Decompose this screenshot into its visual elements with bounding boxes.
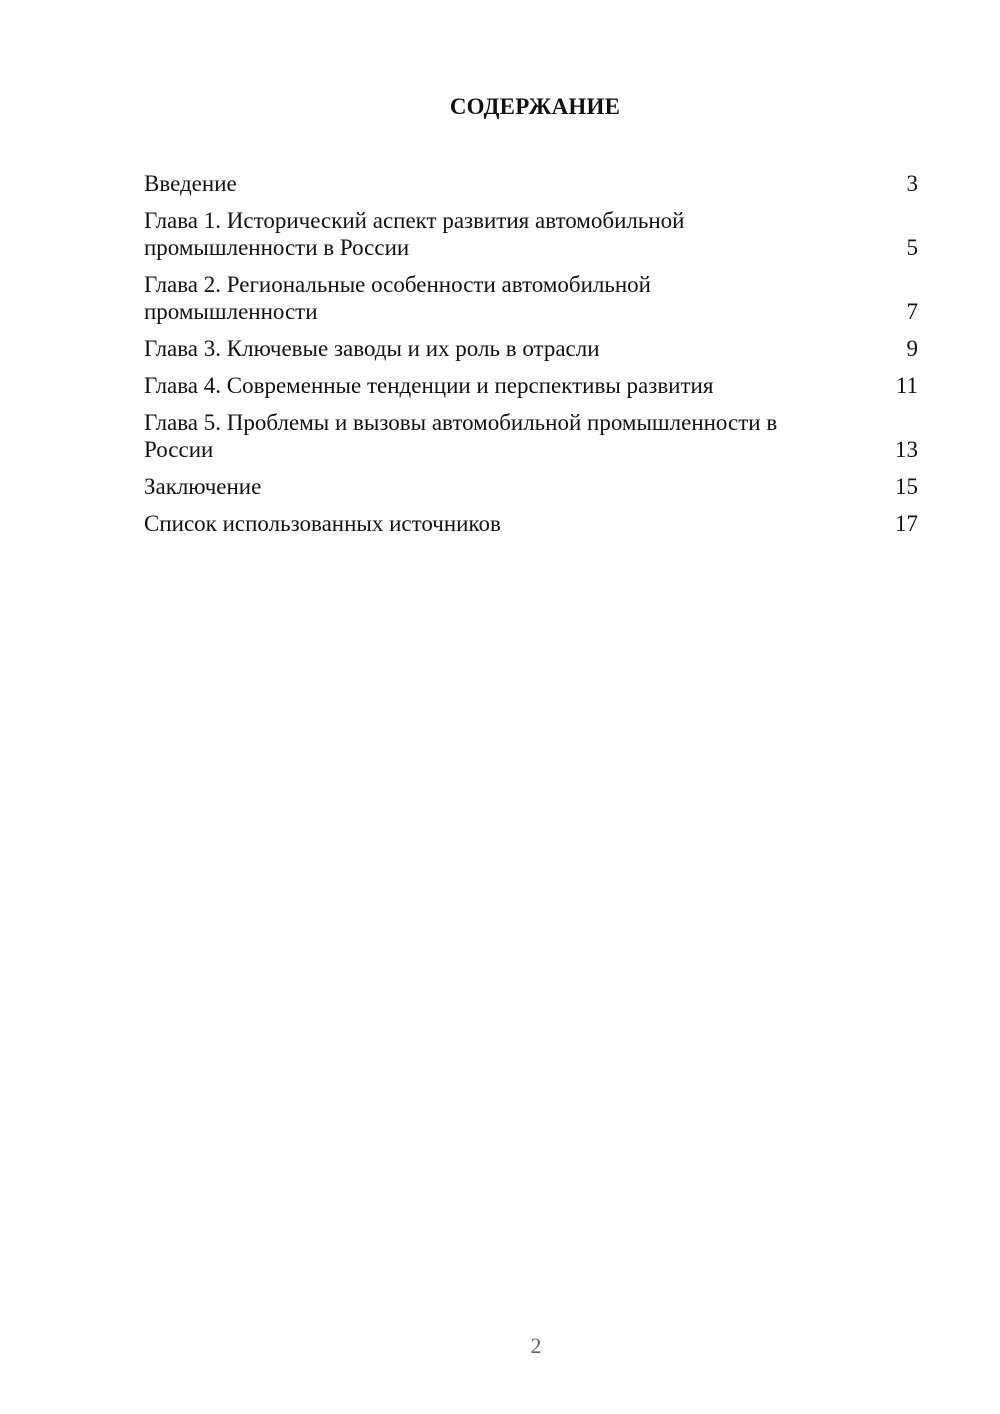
toc-entry-page: 17 <box>895 511 918 536</box>
toc-list <box>144 170 918 547</box>
toc-entry-chapter-1 <box>144 207 918 261</box>
toc-entry-page: 13 <box>895 437 918 462</box>
toc-entry-page: 11 <box>895 373 918 398</box>
toc-entry-page: 5 <box>906 235 918 260</box>
toc-entry-label: Список использованных источников <box>144 511 501 536</box>
toc-entry-label: Заключение <box>144 474 262 499</box>
toc-entry-page: 9 <box>906 336 918 361</box>
toc-title: СОДЕРЖАНИЕ <box>449 94 621 119</box>
toc-entry-chapter-4 <box>144 372 918 399</box>
toc-entry-label: Глава 1. Исторический аспект развития автомобильной промышленности в России <box>144 208 685 260</box>
toc-entry-chapter-5 <box>144 409 918 463</box>
toc-entry-label: Глава 3. Ключевые заводы и их роль в отрасли <box>144 336 600 361</box>
toc-entry-label: Глава 4. Современные тенденции и перспективы развития <box>144 373 714 398</box>
toc-entry-chapter-2 <box>144 271 918 325</box>
toc-entry-label: Введение <box>144 171 237 196</box>
toc-entry-page: 15 <box>895 474 918 499</box>
toc-entry-page: 3 <box>906 171 918 196</box>
toc-entry-references <box>144 510 918 537</box>
toc-entry-label: Глава 5. Проблемы и вызовы автомобильной промышленности в России <box>144 410 778 462</box>
page-number: 2 <box>530 1333 542 1358</box>
toc-entry-label: Глава 2. Региональные особенности автомобильной промышленности <box>144 272 651 324</box>
toc-entry-page: 7 <box>906 299 918 324</box>
toc-entry-chapter-3 <box>144 335 918 362</box>
toc-entry-conclusion <box>144 473 918 500</box>
toc-entry-introduction <box>144 170 918 197</box>
